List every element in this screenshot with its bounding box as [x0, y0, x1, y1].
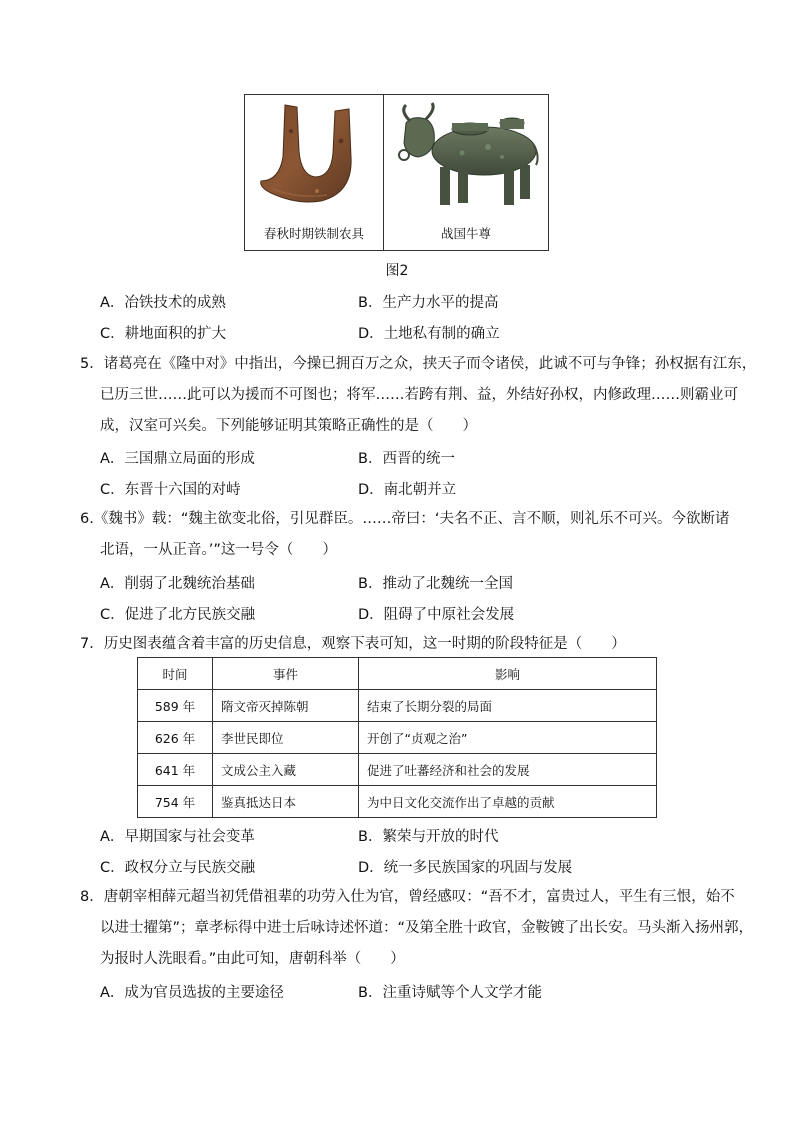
q8-line-3: 为报时人洗眼看。”由此可知，唐朝科举（ ）	[100, 951, 405, 967]
q7-option-d: D．统一多民族国家的巩固与发展	[358, 860, 573, 876]
q6-option-c: C．促进了北方民族交融	[100, 607, 256, 623]
q8-line-1: 8．唐朝宰相薛元超当初凭借祖辈的功劳入仕为官，曾经感叹：“吾不才，富贵过人，平生有三恨，始不	[80, 889, 735, 905]
q6-option-a: A．削弱了北魏统治基础	[100, 576, 255, 592]
q5-option-c: C．东晋十六国的对峙	[100, 482, 241, 498]
q7-option-c: C．政权分立与民族交融	[100, 860, 256, 876]
q4-option-d: D．土地私有制的确立	[358, 326, 500, 342]
q6-line-1: 6.《魏书》载：“魏主欲变北俗，引见群臣。……帝曰：‘夫名不正、言不顺，则礼乐不可兴。今欲断诸	[80, 511, 730, 527]
q4-option-c: C．耕地面积的扩大	[100, 326, 227, 342]
q4-option-a: A．冶铁技术的成熟	[100, 295, 226, 311]
q4-option-b: B．生产力水平的提高	[358, 295, 499, 311]
table-cell-time: 754 年	[138, 786, 213, 818]
q7-option-a: A．早期国家与社会变革	[100, 829, 255, 845]
table-cell-impact: 结束了长期分裂的局面	[359, 690, 657, 722]
table-cell-event: 文成公主入藏	[213, 754, 359, 786]
q8-option-b: B．注重诗赋等个人文学才能	[358, 985, 542, 1001]
table-row	[138, 722, 657, 754]
q8-line-2: 以进士擢第”；章孝标得中进士后咏诗述怀道：“及第全胜十政官，金鞍镀了出长安。马头渐入扬州郭，	[100, 920, 754, 936]
history-table	[137, 657, 657, 818]
q5-option-a: A．三国鼎立局面的形成	[100, 451, 255, 467]
figure-right-cell	[384, 95, 548, 250]
q6-line-2: 北语，一从正音。’”这一号令（ ）	[100, 542, 337, 558]
table-cell-event: 鉴真抵达日本	[213, 786, 359, 818]
q5-option-d: D．南北朝并立	[358, 482, 457, 498]
table-header-event: 事件	[213, 658, 359, 690]
q6-option-b: B．推动了北魏统一全国	[358, 576, 513, 592]
q8-option-a: A．成为官员选拔的主要途径	[100, 985, 284, 1001]
table-cell-impact: 为中日文化交流作出了卓越的贡献	[359, 786, 657, 818]
table-header-time: 时间	[138, 658, 213, 690]
iron-plough-image	[257, 101, 371, 211]
right-caption: 战国牛尊	[440, 226, 491, 241]
figure-left-cell	[245, 95, 384, 250]
table-cell-time: 589 年	[138, 690, 213, 722]
q7-line-1: 7．历史图表蕴含着丰富的历史信息，观察下表可知，这一时期的阶段特征是（ ）	[80, 636, 626, 652]
figure-label: 图2	[385, 263, 409, 279]
table-cell-event: 隋文帝灭掉陈朝	[213, 690, 359, 722]
table-cell-impact: 开创了“贞观之治”	[359, 722, 657, 754]
left-caption: 春秋时期铁制农具	[263, 226, 364, 241]
table-row	[138, 754, 657, 786]
table-cell-time: 641 年	[138, 754, 213, 786]
q5-line-1: 5．诸葛亮在《隆中对》中指出，今操已拥百万之众，挟天子而令诸侯，此诚不可与争锋；孙权据有江东，	[80, 356, 757, 372]
table-row	[138, 690, 657, 722]
table-header-impact: 影响	[359, 658, 657, 690]
q5-option-b: B．西晋的统一	[358, 451, 455, 467]
q5-line-3: 成，汉室可兴矣。下列能够证明其策略正确性的是（ ）	[100, 418, 477, 434]
q7-option-b: B．繁荣与开放的时代	[358, 829, 499, 845]
q6-option-d: D．阻碍了中原社会发展	[358, 607, 515, 623]
table-row	[138, 786, 657, 818]
table-cell-event: 李世民即位	[213, 722, 359, 754]
table-cell-impact: 促进了吐蕃经济和社会的发展	[359, 754, 657, 786]
bronze-ox-vessel-image	[392, 101, 542, 213]
table-header-row	[138, 658, 657, 690]
table-cell-time: 626 年	[138, 722, 213, 754]
figure-box	[244, 94, 549, 251]
q5-line-2: 已历三世……此可以为援而不可图也；将军……若跨有荆、益，外结好孙权，内修政理……则霸业可	[100, 387, 738, 403]
